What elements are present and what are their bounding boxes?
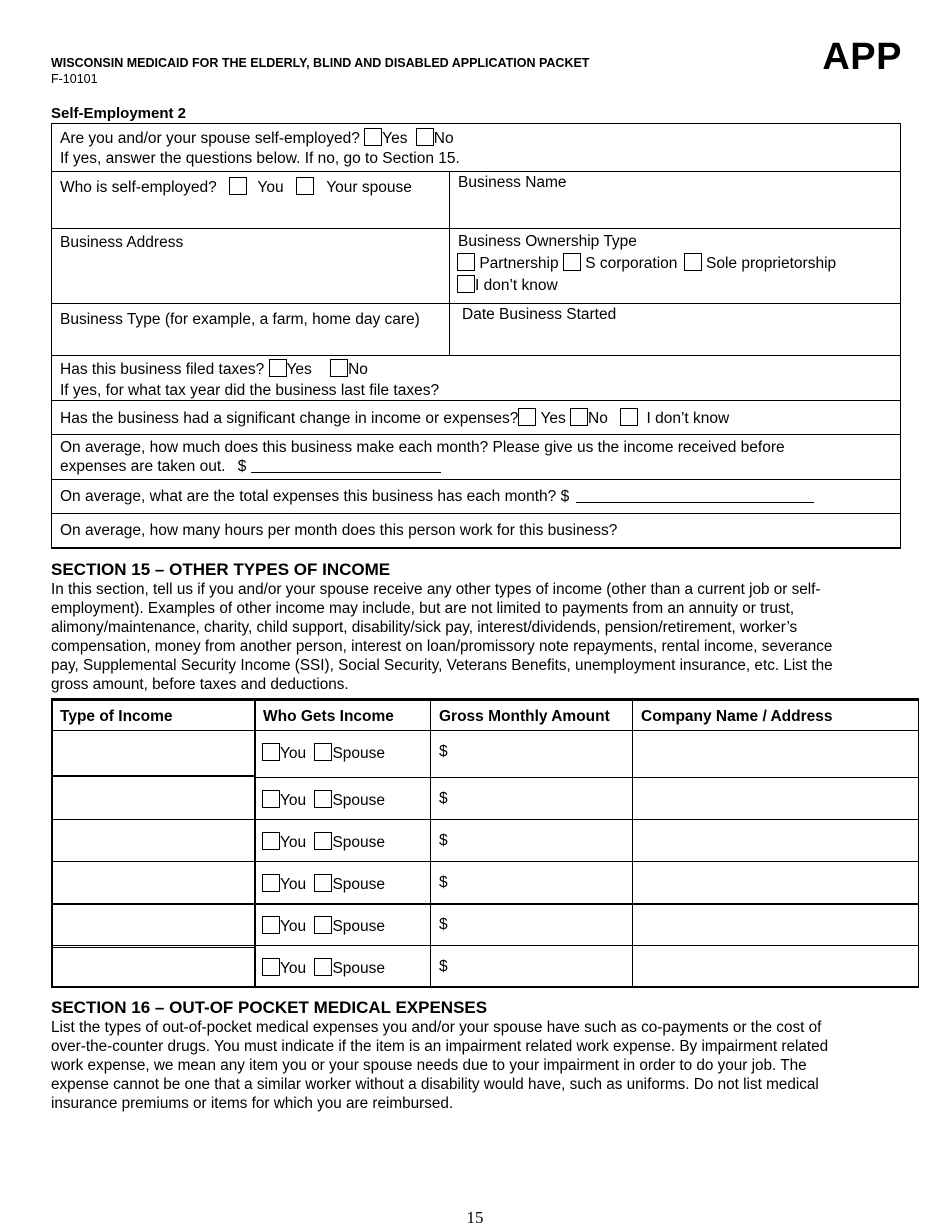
income-question-line2: expenses are taken out. (60, 458, 226, 475)
other-income-table (51, 698, 919, 988)
self-employed-question-row (60, 128, 454, 148)
income-dollar-sign: $ (237, 458, 247, 475)
income-spouse-checkbox[interactable] (314, 958, 332, 976)
who-spouse-checkbox[interactable] (296, 177, 314, 195)
ownership-type-label: Business Ownership Type (458, 233, 637, 250)
income-type-field[interactable] (53, 732, 252, 772)
income-spouse-label: Spouse (332, 745, 386, 762)
income-you-label: You (280, 834, 307, 851)
gross-amount-dollar: $ (439, 743, 448, 760)
who-you-label: You (257, 179, 284, 196)
hours-question: On average, how many hours per month does this person work for this business? (60, 522, 618, 539)
self-employed-instruction: If yes, answer the questions below. If no, go to Section 15. (60, 150, 460, 167)
who-gets-income (262, 743, 385, 763)
ownership-partnership-label: Partnership (479, 255, 559, 272)
income-type-field[interactable] (53, 947, 252, 987)
income-you-checkbox[interactable] (262, 874, 280, 892)
gross-amount-field[interactable] (439, 832, 448, 850)
section-16-line: expense cannot be one that a similar worker without a disability would have, such as uniforms. Do not list medical (51, 1076, 819, 1093)
ownership-options-row (457, 253, 836, 273)
change-dont-know-checkbox[interactable] (620, 408, 638, 426)
gross-amount-field[interactable] (439, 790, 448, 808)
income-spouse-label: Spouse (332, 918, 386, 935)
self-employment-title: Self-Employment 2 (51, 105, 187, 122)
date-started-label: Date Business Started (462, 306, 617, 323)
section-15-line: gross amount, before taxes and deductions. (51, 676, 349, 693)
who-gets-income (262, 832, 385, 852)
self-employment-section (51, 123, 901, 549)
income-question-row (60, 457, 441, 476)
change-question-row (60, 408, 729, 428)
section-15-line: alimony/maintenance, charity, child support, disability/sick pay, interest/dividends, pension/retirement, worker’s (51, 619, 798, 636)
self-employed-no-label: No (433, 130, 454, 147)
income-you-checkbox[interactable] (262, 790, 280, 808)
expenses-dollar-sign: $ (560, 488, 570, 505)
company-name-address-field[interactable] (634, 779, 917, 819)
self-employed-no-checkbox[interactable] (416, 128, 434, 146)
change-yes-checkbox[interactable] (518, 408, 536, 426)
taxes-question-row (60, 359, 368, 379)
expenses-question: On average, what are the total expenses this business has each month? (60, 488, 557, 505)
col-header-amount: Gross Monthly Amount (439, 708, 610, 725)
gross-amount-dollar: $ (439, 874, 448, 891)
section-15-line: In this section, tell us if you and/or your spouse receive any other types of income (other than a current job or self- (51, 581, 821, 598)
section-16-line: insurance premiums or items for which you are reimbursed. (51, 1095, 454, 1112)
taxes-yes-checkbox[interactable] (269, 359, 287, 377)
form-title: WISCONSIN MEDICAID FOR THE ELDERLY, BLIND AND DISABLED APPLICATION PACKET (51, 56, 590, 70)
gross-amount-field[interactable] (439, 874, 448, 892)
section-16-line: List the types of out-of-pocket medical expenses you and/or your spouse have such as co-payments or the cost of (51, 1019, 822, 1036)
taxes-no-checkbox[interactable] (330, 359, 348, 377)
expenses-amount-field[interactable] (576, 489, 814, 503)
who-gets-income (262, 916, 385, 936)
taxes-question: Has this business filed taxes? (60, 361, 265, 378)
ownership-sole-label: Sole proprietorship (706, 255, 837, 272)
section-15-description (51, 580, 901, 694)
income-spouse-label: Spouse (332, 876, 386, 893)
form-number: F-10101 (51, 72, 98, 86)
expenses-question-row (60, 487, 814, 506)
income-spouse-label: Spouse (332, 792, 386, 809)
business-address-label: Business Address (60, 234, 184, 251)
change-dont-know-label: I don’t know (646, 410, 730, 427)
section-15-line: pay, Supplemental Security Income (SSI), Social Security, Veterans Benefits, unemployment insurance, etc. List the (51, 657, 833, 674)
taxes-no-label: No (348, 361, 368, 378)
gross-amount-field[interactable] (439, 958, 448, 976)
gross-amount-dollar: $ (439, 832, 448, 849)
company-name-address-field[interactable] (634, 821, 917, 861)
gross-amount-dollar: $ (439, 790, 448, 807)
col-header-type: Type of Income (60, 708, 173, 725)
taxes-yes-label: Yes (286, 361, 312, 378)
income-you-label: You (280, 745, 307, 762)
income-type-field[interactable] (53, 821, 252, 861)
change-no-label: No (588, 410, 608, 427)
app-badge: APP (822, 36, 902, 78)
section-16-heading: SECTION 16 – OUT-OF POCKET MEDICAL EXPENSES (51, 998, 488, 1017)
ownership-partnership-checkbox[interactable] (457, 253, 475, 271)
company-name-address-field[interactable] (634, 905, 917, 945)
gross-amount-field[interactable] (439, 916, 448, 934)
change-no-checkbox[interactable] (570, 408, 588, 426)
col-header-who: Who Gets Income (263, 708, 394, 725)
section-15-line: compensation, money from another person, interest on loan/promissory note repayments, rental income, severance (51, 638, 833, 655)
income-spouse-checkbox[interactable] (314, 832, 332, 850)
who-gets-income (262, 790, 385, 810)
income-you-label: You (280, 960, 307, 977)
income-you-checkbox[interactable] (262, 832, 280, 850)
income-you-checkbox[interactable] (262, 958, 280, 976)
who-gets-income (262, 874, 385, 894)
tax-year-question: If yes, for what tax year did the business last file taxes? (60, 382, 440, 399)
who-self-employed-label: Who is self-employed? (60, 179, 217, 196)
self-employed-yes-label: Yes (382, 130, 408, 147)
income-spouse-label: Spouse (332, 834, 386, 851)
change-question: Has the business had a significant change in income or expenses? (60, 410, 519, 427)
col-header-company: Company Name / Address (641, 708, 833, 725)
ownership-s-corp-label: S corporation (585, 255, 678, 272)
ownership-dont-know-row (457, 275, 558, 295)
business-name-label: Business Name (458, 174, 567, 191)
change-yes-label: Yes (540, 410, 566, 427)
gross-amount-field[interactable] (439, 743, 448, 761)
gross-amount-dollar: $ (439, 958, 448, 975)
section-16-line: over-the-counter drugs. You must indicate if the item is an impairment related work expense. By impairment related (51, 1038, 829, 1055)
page-number: 15 (466, 1208, 484, 1227)
section-15-line: employment). Examples of other income may include, but are not limited to payments from an annuity or trust, (51, 600, 795, 617)
income-question-line1: On average, how much does this business make each month? Please give us the income received before (60, 439, 785, 456)
gross-amount-dollar: $ (439, 916, 448, 933)
ownership-sole-checkbox[interactable] (684, 253, 702, 271)
income-type-field[interactable] (53, 863, 252, 903)
income-you-label: You (280, 918, 307, 935)
income-you-label: You (280, 792, 307, 809)
ownership-dont-know-label: I don’t know (475, 277, 558, 294)
ownership-dont-know-checkbox[interactable] (457, 275, 475, 293)
company-name-address-field[interactable] (634, 863, 917, 903)
section-15-heading: SECTION 15 – OTHER TYPES OF INCOME (51, 560, 391, 579)
business-type-label: Business Type (for example, a farm, home day care) (60, 311, 420, 328)
income-type-field[interactable] (53, 905, 252, 945)
income-spouse-checkbox[interactable] (314, 790, 332, 808)
income-spouse-checkbox[interactable] (314, 916, 332, 934)
ownership-s-corp-checkbox[interactable] (563, 253, 581, 271)
section-16-description (51, 1018, 901, 1113)
company-name-address-field[interactable] (634, 947, 917, 987)
section-16-line: work expense, we mean any item you or your spouse needs due to your impairment in order to do your job. The (51, 1057, 807, 1074)
income-amount-field[interactable] (251, 459, 441, 473)
who-gets-income (262, 958, 385, 978)
self-employed-yes-checkbox[interactable] (364, 128, 382, 146)
income-you-checkbox[interactable] (262, 743, 280, 761)
who-self-employed-row (60, 177, 412, 197)
income-spouse-label: Spouse (332, 960, 386, 977)
self-employed-question: Are you and/or your spouse self-employed? (60, 130, 360, 147)
income-spouse-checkbox[interactable] (314, 874, 332, 892)
income-type-field[interactable] (53, 779, 252, 819)
income-you-label: You (280, 876, 307, 893)
who-you-checkbox[interactable] (229, 177, 247, 195)
income-spouse-checkbox[interactable] (314, 743, 332, 761)
income-you-checkbox[interactable] (262, 916, 280, 934)
company-name-address-field[interactable] (634, 732, 917, 772)
who-spouse-label: Your spouse (326, 179, 412, 196)
